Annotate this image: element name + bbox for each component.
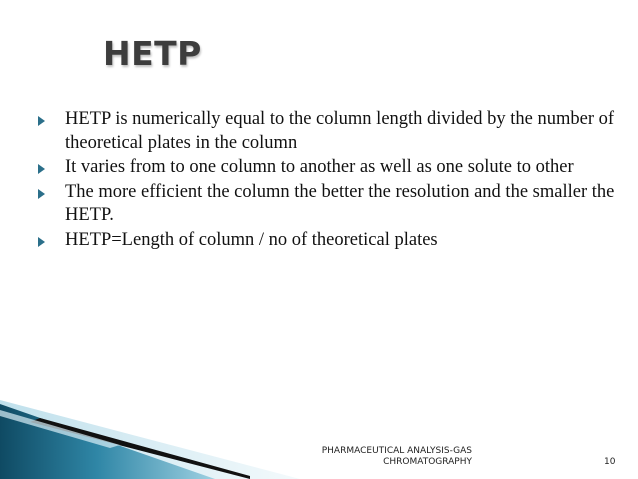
triangle-right-icon: [38, 237, 45, 247]
triangle-right-icon: [38, 116, 45, 126]
triangle-right-icon: [38, 164, 45, 174]
bullet-item: [36, 108, 616, 155]
triangle-right-icon: [38, 189, 45, 199]
bullet-list: [36, 108, 616, 253]
bullet-item: [36, 181, 616, 228]
slide-title: HETP: [103, 34, 202, 73]
footer-line-1: PHARMACEUTICAL ANALYSIS-GAS: [321, 446, 472, 456]
page-number: 10: [604, 457, 616, 467]
bullet-item: [36, 229, 616, 253]
bullet-text: The more efficient the column the better the resolution and the smaller the HETP.: [65, 181, 615, 225]
bullet-item: [36, 156, 616, 180]
bullet-text: HETP=Length of column / no of theoretical plates: [65, 229, 438, 250]
bullet-text: It varies from to one column to another as well as one solute to other: [65, 157, 574, 177]
footer-caption: [300, 446, 472, 468]
footer-line-2: CHROMATOGRAPHY: [383, 457, 472, 467]
bullet-text: HETP is numerically equal to the column length divided by the number of theoretical plates in the column: [65, 109, 615, 153]
